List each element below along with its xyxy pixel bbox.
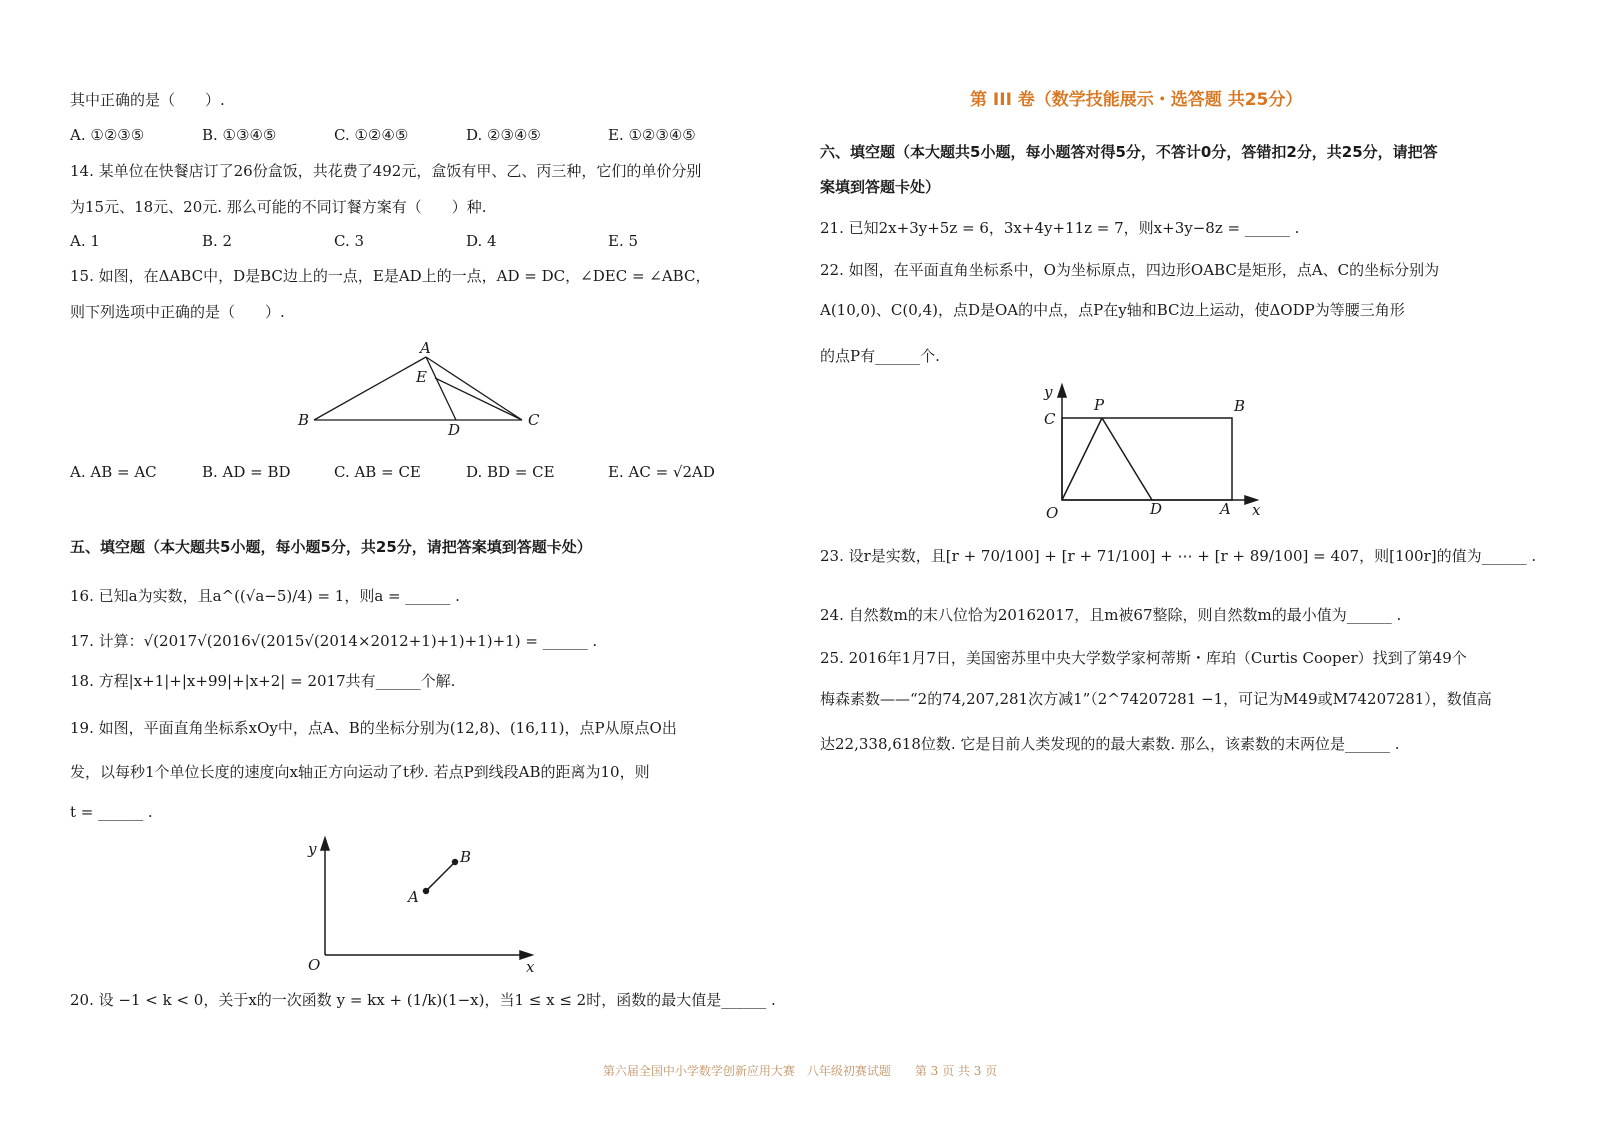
q17: 17. 计算：√(2017√(2016√(2015√(2014×2012+1)+1)+1)+1) = ______ . bbox=[70, 632, 598, 650]
segment-pd bbox=[1102, 418, 1152, 500]
label-p: P bbox=[1094, 396, 1105, 414]
q15-option-b: B. AD = BD bbox=[202, 463, 291, 481]
label-e: E bbox=[416, 368, 427, 386]
point-b bbox=[453, 860, 458, 865]
section-6-line-2: 案填到答题卡处） bbox=[820, 178, 941, 196]
label-d: D bbox=[448, 421, 461, 439]
q25-line-1: 25. 2016年1月7日，美国密苏里中央大学数学家柯蒂斯・库珀（Curtis Cooper）找到了第49个 bbox=[820, 649, 1467, 667]
q25-line-2: 梅森素数——“2的74,207,281次方减1”（2^74207281 −1，可记为M49或M74207281），数值高 bbox=[820, 690, 1492, 708]
q19-line-1: 19. 如图，平面直角坐标系xOy中，点A、B的坐标分别为(12,8)、(16,11)，点P从原点O出 bbox=[70, 719, 677, 737]
label-b: B bbox=[1234, 397, 1246, 415]
q14-line-1: 14. 某单位在快餐店订了26份盒饭，共花费了492元，盒饭有甲、乙、丙三种，它们的单价分别 bbox=[70, 162, 702, 180]
q15-option-d: D. BD = CE bbox=[466, 463, 555, 481]
q13-option-c: C. ①②④⑤ bbox=[334, 126, 409, 144]
label-d: D bbox=[1150, 500, 1163, 518]
q22-line-3: 的点P有______个. bbox=[820, 347, 940, 365]
q14-option-e: E. 5 bbox=[608, 232, 639, 250]
label-o: O bbox=[1046, 504, 1059, 522]
q13-option-e: E. ①②③④⑤ bbox=[608, 126, 696, 144]
label-a: A bbox=[1220, 500, 1231, 518]
q21: 21. 已知2x+3y+5z = 6，3x+4y+11z = 7，则x+3y−8z = ______ . bbox=[820, 219, 1300, 237]
q24: 24. 自然数m的末八位恰为20162017，且m被67整除，则自然数m的最小值为______ . bbox=[820, 606, 1402, 624]
rectangle-oabc bbox=[1062, 418, 1232, 500]
page-footer: 第六届全国中小学数学创新应用大赛 八年级初赛试题 第 3 页 共 3 页 bbox=[602, 1064, 998, 1078]
label-x: x bbox=[1252, 501, 1261, 519]
label-o: O bbox=[308, 956, 321, 974]
y-axis-arrow bbox=[1058, 385, 1066, 397]
q20: 20. 设 −1 < k < 0，关于x的一次函数 y = kx + (1/k)(1−x)，当1 ≤ x ≤ 2时，函数的最大值是______ . bbox=[70, 991, 776, 1009]
part-3-title: 第 III 卷（数学技能展示・选答题 共25分） bbox=[970, 90, 1303, 110]
q15-option-c: C. AB = CE bbox=[334, 463, 421, 481]
q18: 18. 方程|x+1|+|x+99|+|x+2| = 2017共有______个解. bbox=[70, 672, 456, 690]
q25-line-3: 达22,338,618位数. 它是目前人类发现的的最大素数. 那么，该素数的末两位是______ . bbox=[820, 735, 1400, 753]
q15-line-1: 15. 如图，在ΔABC中，D是BC边上的一点，E是AD上的一点，AD = DC，∠DEC = ∠ABC， bbox=[70, 267, 711, 285]
q13-tail: 其中正确的是（ ）. bbox=[70, 91, 225, 109]
q13-option-d: D. ②③④⑤ bbox=[466, 126, 541, 144]
q14-option-a: A. 1 bbox=[70, 232, 100, 250]
label-a: A bbox=[408, 888, 419, 906]
label-y: y bbox=[308, 840, 317, 858]
q16: 16. 已知a为实数，且a^((√a−5)/4) = 1，则a = ______ . bbox=[70, 587, 460, 605]
q14-line-2: 为15元、18元、20元. 那么可能的不同订餐方案有（ ）种. bbox=[70, 198, 487, 216]
label-y: y bbox=[1044, 383, 1053, 401]
q14-option-c: C. 3 bbox=[334, 232, 365, 250]
q13-option-b: B. ①③④⑤ bbox=[202, 126, 277, 144]
label-b: B bbox=[460, 848, 472, 866]
q19-line-2: 发，以每秒1个单位长度的速度向x轴正方向运动了t秒. 若点P到线段AB的距离为10，则 bbox=[70, 763, 650, 781]
q19-line-3: t = ______ . bbox=[70, 803, 153, 821]
label-a: A bbox=[420, 339, 431, 357]
section-5-title: 五、填空题（本大题共5小题，每小题5分，共25分，请把答案填到答题卡处） bbox=[70, 538, 592, 556]
segment-ab bbox=[426, 862, 455, 891]
y-axis-arrow bbox=[321, 838, 329, 850]
q22-line-1: 22. 如图，在平面直角坐标系中，O为坐标原点，四边形OABC是矩形，点A、C的坐标分别为 bbox=[820, 261, 1440, 279]
label-c: C bbox=[528, 411, 540, 429]
q13-option-a: A. ①②③⑤ bbox=[70, 126, 145, 144]
label-x: x bbox=[526, 958, 535, 976]
label-c: C bbox=[1044, 410, 1056, 428]
segment-op bbox=[1062, 418, 1102, 500]
q14-option-d: D. 4 bbox=[466, 232, 497, 250]
label-b: B bbox=[298, 411, 310, 429]
section-6-line-1: 六、填空题（本大题共5小题，每小题答对得5分，不答计0分，答错扣2分，共25分，请把答 bbox=[820, 143, 1438, 161]
q15-line-2: 则下列选项中正确的是（ ）. bbox=[70, 303, 285, 321]
point-a bbox=[424, 889, 429, 894]
q19-axes-figure bbox=[70, 0, 790, 1129]
q15-option-a: A. AB = AC bbox=[70, 463, 157, 481]
q14-option-b: B. 2 bbox=[202, 232, 233, 250]
q22-line-2: A(10,0)、C(0,4)，点D是OA的中点，点P在y轴和BC边上运动，使ΔODP为等腰三角形 bbox=[820, 301, 1405, 319]
q15-option-e: E. AC = √2AD bbox=[608, 463, 715, 481]
q23: 23. 设r是实数，且[r + 70/100] + [r + 71/100] + ⋯ + [r + 89/100] = 407，则[100r]的值为______ . bbox=[820, 547, 1537, 565]
